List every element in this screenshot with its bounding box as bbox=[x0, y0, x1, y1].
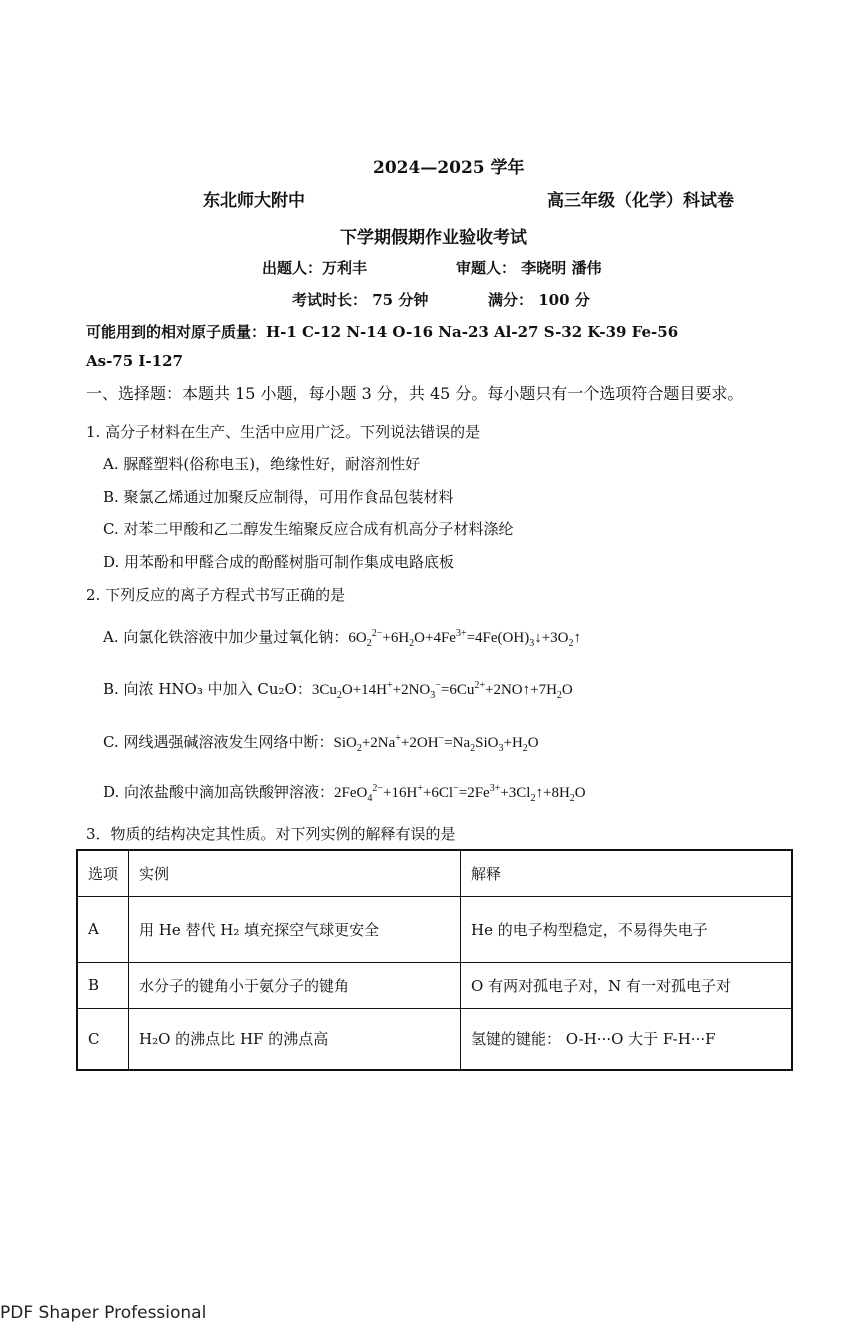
question-3-stem: 3．物质的结构决定其性质。对下列实例的解释有误的是 bbox=[86, 825, 456, 843]
question-1-option-d: D. 用苯酚和甲醛合成的酚醛树脂可制作集成电路底板 bbox=[103, 553, 455, 571]
header-explanation: 解释 bbox=[461, 850, 792, 896]
table-header-row bbox=[77, 850, 792, 896]
question-3-table bbox=[76, 849, 793, 1071]
equation-a: $6O_2^{2-}+6H_2O+4Fe^{3+}=4Fe(OH)_3↓+3O_2↑$ bbox=[348, 628, 582, 649]
reviewer-label: 审题人： 李晓明 潘伟 bbox=[456, 259, 602, 277]
question-2-stem: 2. 下列反应的离子方程式书写正确的是 bbox=[86, 586, 346, 604]
atomic-masses-line1: 可能用到的相对原子质量：H-1 C-12 N-14 O-16 Na-23 Al-27 S-32 K-39 Fe-56 bbox=[86, 323, 679, 341]
table-row bbox=[77, 896, 792, 962]
exam-title: 下学期假期作业验收考试 bbox=[340, 228, 527, 248]
section-title: 一、选择题：本题共 15 小题，每小题 3 分，共 45 分。每小题只有一个选项符合题目要求。 bbox=[86, 384, 744, 403]
row-option: C bbox=[77, 1008, 129, 1070]
option-b-text: B. 向浓 HNO₃ 中加入 Cu₂O： bbox=[103, 680, 312, 698]
duration-label: 考试时长： 75 分钟 bbox=[292, 291, 429, 309]
row-example: 用 He 替代 H₂ 填充探空气球更安全 bbox=[129, 896, 461, 962]
header-option: 选项 bbox=[77, 850, 129, 896]
row-explanation: 氢键的键能： O-H···O 大于 F-H···F bbox=[461, 1008, 792, 1070]
row-example: H₂O 的沸点比 HF 的沸点高 bbox=[129, 1008, 461, 1070]
atomic-masses-line2: As-75 I-127 bbox=[86, 352, 183, 370]
row-explanation: O 有两对孤电子对，N 有一对孤电子对 bbox=[461, 962, 792, 1008]
row-explanation: He 的电子构型稳定，不易得失电子 bbox=[461, 896, 792, 962]
question-1-option-c: C. 对苯二甲酸和乙二醇发生缩聚反应合成有机高分子材料涤纶 bbox=[103, 520, 514, 538]
option-c-text: C. 网线遇强碱溶液发生网络中断： bbox=[103, 733, 334, 751]
question-1-stem: 1. 高分子材料在生产、生活中应用广泛。下列说法错误的是 bbox=[86, 423, 481, 441]
question-2-option-c bbox=[103, 731, 539, 754]
question-2-option-b bbox=[103, 678, 573, 701]
school-name: 东北师大附中 bbox=[203, 191, 305, 211]
equation-c: $SiO_2+2Na^++2OH^-=Na_2SiO_3+H_2O$ bbox=[333, 733, 539, 754]
question-2-option-a bbox=[103, 626, 581, 649]
row-example: 水分子的键角小于氨分子的键角 bbox=[129, 962, 461, 1008]
table-row bbox=[77, 962, 792, 1008]
header-example: 实例 bbox=[129, 850, 461, 896]
equation-d: $2FeO_4^{2-}+16H^++6Cl^-=2Fe^{3+}+3Cl_2↑+8H_2O$ bbox=[334, 783, 586, 804]
exam-year: 2024—2025 学年 bbox=[373, 158, 525, 178]
row-option: A bbox=[77, 896, 129, 962]
option-a-text: A. 向氯化铁溶液中加少量过氧化钠： bbox=[103, 628, 349, 646]
question-1-option-b: B. 聚氯乙烯通过加聚反应制得，可用作食品包装材料 bbox=[103, 488, 454, 506]
question-1-option-a: A. 脲醛塑料(俗称电玉)，绝缘性好，耐溶剂性好 bbox=[103, 455, 421, 473]
exam-subject: 高三年级（化学）科试卷 bbox=[547, 191, 734, 211]
table-row bbox=[77, 1008, 792, 1070]
equation-b: $3Cu_2O+14H^++2NO_3^-=6Cu^{2+}+2NO↑+7H_2O$ bbox=[311, 680, 573, 701]
score-label: 满分： 100 分 bbox=[488, 291, 590, 309]
row-option: B bbox=[77, 962, 129, 1008]
question-2-option-d bbox=[103, 781, 586, 804]
option-d-text: D. 向浓盐酸中滴加高铁酸钾溶液： bbox=[103, 783, 335, 801]
watermark-text: PDF Shaper Professional bbox=[0, 1303, 207, 1323]
author-label: 出题人：万利丰 bbox=[262, 259, 368, 277]
